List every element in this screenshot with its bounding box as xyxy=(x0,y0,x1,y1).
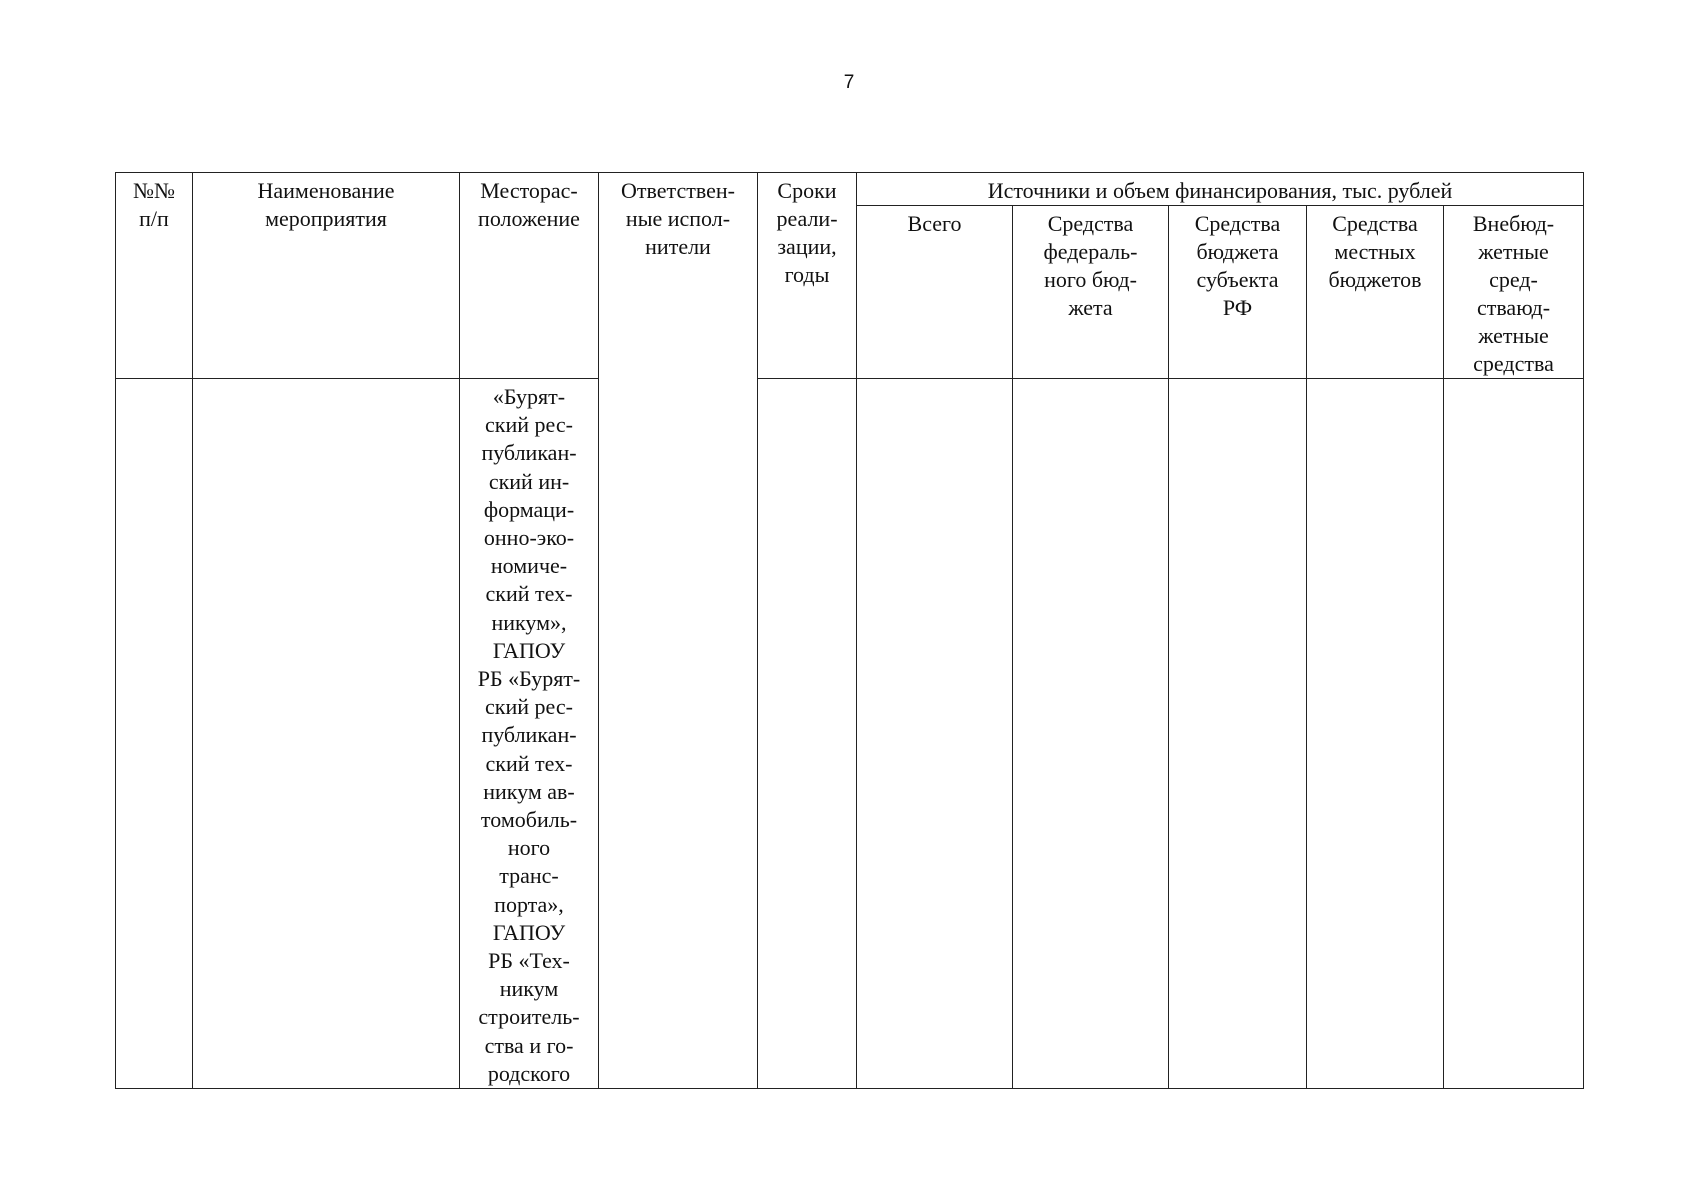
text-line: п/п xyxy=(139,206,169,231)
header-subject xyxy=(1169,206,1307,379)
text-line: нители xyxy=(645,234,711,259)
text-line: сред- xyxy=(1489,267,1538,292)
text-line: онно-эко- xyxy=(483,525,575,551)
header-subject-text xyxy=(1171,210,1304,322)
text-line: мероприятия xyxy=(265,206,387,231)
header-responsible-text xyxy=(601,177,755,261)
text-line: ский рес- xyxy=(485,412,573,438)
text-line: ский рес- xyxy=(485,694,573,720)
text-line: Средства xyxy=(1332,211,1418,236)
text-line: публикан- xyxy=(481,722,577,748)
header-total-text xyxy=(859,210,1010,238)
cell-local xyxy=(1307,379,1444,1089)
cell-location-text xyxy=(462,383,596,1088)
text-line: Всего xyxy=(907,211,962,236)
header-local xyxy=(1307,206,1444,379)
text-line: РБ «Тех- xyxy=(488,948,570,974)
cell-extrabudget xyxy=(1444,379,1584,1089)
header-total xyxy=(857,206,1013,379)
header-event-name xyxy=(193,173,460,379)
text-line: реали- xyxy=(776,206,838,231)
header-location xyxy=(460,173,599,379)
text-line: зации, xyxy=(777,234,837,259)
cell-total xyxy=(857,379,1013,1089)
text-line: бюджетов xyxy=(1328,267,1422,292)
text-line: жета xyxy=(1068,295,1113,320)
text-line: Наименование xyxy=(257,178,395,203)
text-line: РБ «Бурят- xyxy=(477,666,581,692)
text-line: Средства xyxy=(1194,211,1281,236)
text-line: стваюд- xyxy=(1476,295,1551,320)
cell-subject xyxy=(1169,379,1307,1089)
text-line: Ответствен- xyxy=(621,178,735,203)
text-line: «Бурят- xyxy=(492,384,566,409)
text-line: №№ xyxy=(133,178,175,203)
text-line: Сроки xyxy=(777,178,837,203)
header-location-text xyxy=(462,177,596,233)
text-line: субъекта xyxy=(1196,267,1279,292)
cell-terms xyxy=(758,379,857,1089)
cell-federal xyxy=(1013,379,1169,1089)
header-event-name-text xyxy=(195,177,457,233)
text-line: никум xyxy=(499,976,559,1002)
page-number: 7 xyxy=(843,72,855,93)
text-line: Месторас- xyxy=(480,178,578,203)
text-line: федераль- xyxy=(1043,239,1138,264)
text-line: ного бюд- xyxy=(1044,267,1137,292)
text-line: средства xyxy=(1473,351,1554,376)
text-line: жетные xyxy=(1478,323,1549,348)
text-line: порта», xyxy=(494,891,564,917)
header-terms-text xyxy=(760,177,854,289)
text-line: родского xyxy=(487,1060,571,1086)
text-line: томобиль- xyxy=(480,807,578,833)
text-line: Внебюд- xyxy=(1472,211,1555,236)
funding-table xyxy=(115,172,1584,1089)
text-line: ский тех- xyxy=(485,581,573,607)
text-line: ГАПОУ xyxy=(492,919,566,945)
header-number-text xyxy=(118,177,190,233)
header-terms xyxy=(758,173,857,379)
text-line: жетные xyxy=(1478,239,1549,264)
header-responsible xyxy=(599,173,758,1089)
text-line: ного xyxy=(507,835,551,861)
text-line: ные испол- xyxy=(625,206,731,231)
text-line: бюджета xyxy=(1196,239,1279,264)
header-row xyxy=(116,173,1584,206)
header-federal-text xyxy=(1015,210,1166,322)
text-line: формаци- xyxy=(483,496,575,522)
header-extrabudget-text xyxy=(1446,210,1581,378)
header-extrabudget xyxy=(1444,206,1584,379)
header-federal xyxy=(1013,206,1169,379)
header-funding-group: Источники и объем финансирования, тыс. рублей xyxy=(857,173,1584,206)
text-line: номиче- xyxy=(490,553,568,579)
text-line: ГАПОУ xyxy=(492,637,566,663)
text-line: положение xyxy=(478,206,580,231)
text-line: РФ xyxy=(1222,295,1253,320)
cell-number xyxy=(116,379,193,1089)
text-line: строитель- xyxy=(478,1004,580,1030)
header-number xyxy=(116,173,193,379)
cell-location xyxy=(460,379,599,1089)
text-line: никум», xyxy=(491,609,567,635)
text-line: никум ав- xyxy=(483,778,575,804)
text-line: публикан- xyxy=(481,440,577,466)
cell-event-name xyxy=(193,379,460,1089)
text-line: годы xyxy=(784,262,830,287)
text-line: Средства xyxy=(1047,211,1134,236)
text-line: ский ин- xyxy=(488,468,570,494)
text-line: ства и го- xyxy=(484,1032,574,1058)
text-line: ский тех- xyxy=(485,750,573,776)
table-row xyxy=(116,379,1584,1089)
header-local-text xyxy=(1309,210,1441,294)
text-line: транс- xyxy=(499,863,559,889)
text-line: местных xyxy=(1334,239,1416,264)
